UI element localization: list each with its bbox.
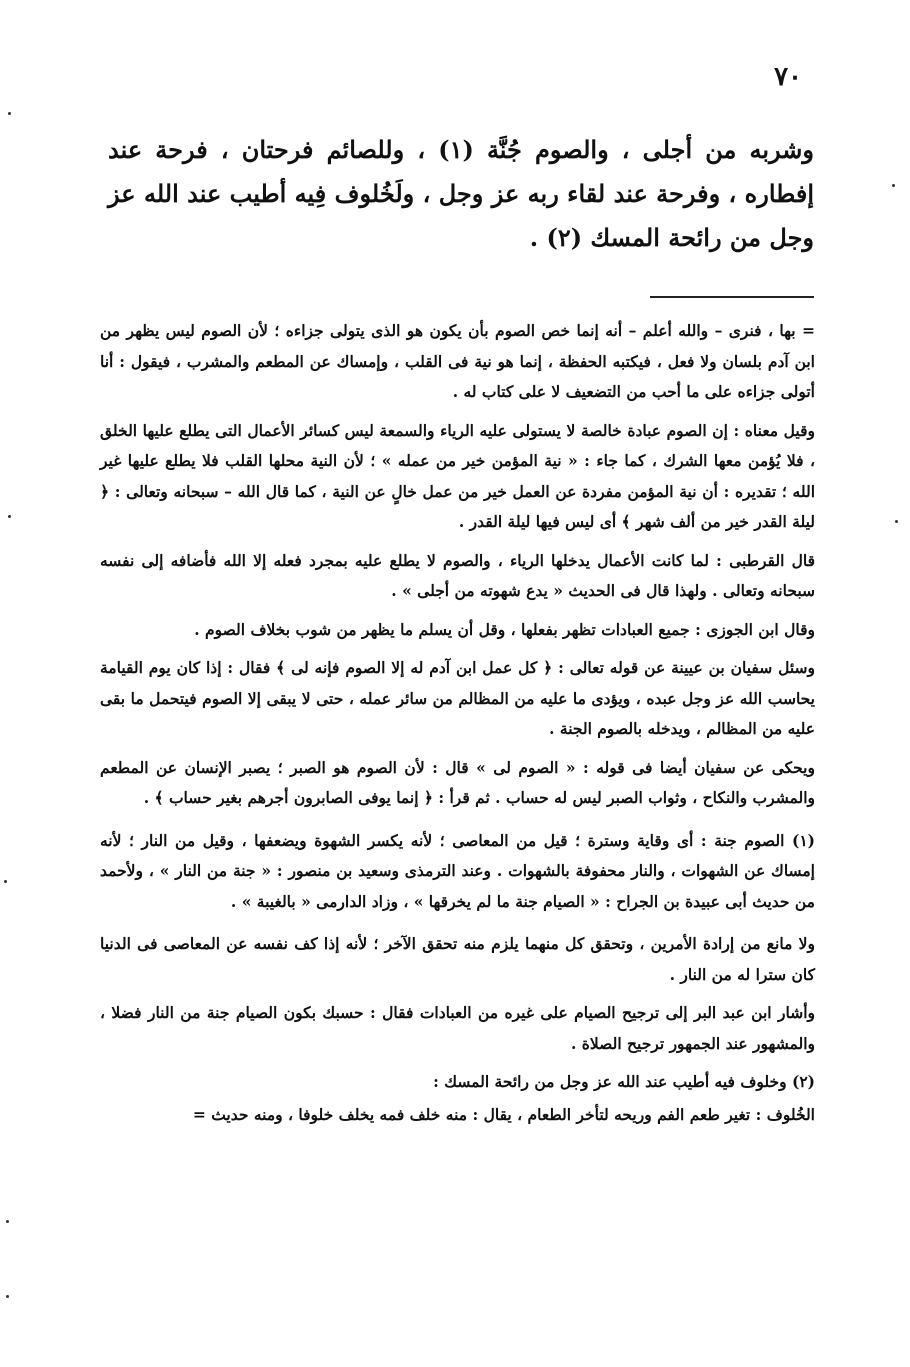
footnote-1: (١) الصوم جنة : أى وقاية وسترة ؛ قيل من المعاصى ؛ لأنه يكسر الشهوة ويضعفها ، وقيل من النار ؛ لأنه إمساك عن الشهوات ، والنار محفوفة بالشهوات . وعند الترمذى وسعيد بن منصور : « جنة من النار » ، ولأحمد من حديث أبى عبيدة بن الجراح : « الصيام جنة ما لم يخرقها » ، وزاد الدارمى « بالغيبة » . [100, 830, 815, 911]
footnote-paragraph: قال القرطبى : لما كانت الأعمال يدخلها الرياء ، والصوم لا يطلع عليه بمجرد فعله إلا الله فأضافه إلى نفسه سبحانه وتعالى . ولهذا قال فى الحديث « يدع شهوته من أجلى » . [100, 550, 815, 600]
page-number: ٧٠ [774, 62, 802, 92]
scan-speck [4, 880, 7, 883]
scan-speck [6, 1220, 9, 1223]
footnote-paragraph: ويحكى عن سفيان أيضا فى قوله : « الصوم لى » قال : لأن الصوم هو الصبر ؛ يصبر الإنسان عن المطعم والمشرب والنكاح ، وثواب الصبر ليس له حساب . ثم قرأ : ﴿ إنما يوفى الصابرون أجرهم بغير حساب ﴾ . [100, 757, 815, 807]
footnote-paragraph: وأشار ابن عبد البر إلى ترجيح الصيام على غيره من العبادات فقال : حسبك بكون الصيام جنة من النار فضلا ، والمشهور عند الجمهور ترجيح الصلاة . [100, 1003, 815, 1053]
footnote-paragraph: الخُلوف : تغير طعم الفم وريحه لتأخر الطعام ، يقال : منه خلف فمه يخلف خلوفا ، ومنه حديث = [192, 1104, 815, 1124]
scan-speck [8, 112, 11, 115]
footnote-paragraph: وقيل معناه : إن الصوم عبادة خالصة لا يستولى عليه الرياء والسمعة ليس كسائر الأعمال التى يطلع عليها الخلق ، فلا يُؤمن معها الشرك ، كما جاء : « نية المؤمن خير من عمله » ؛ لأن النية محلها القلب فلا يطلع عليها غير الله ؛ تقديره : أن نية المؤمن مفردة عن العمل خير من عمل خالٍ عن النية ، كما قال الله – سبحانه وتعالى : ﴿ ليلة القدر خير من ألف شهر ﴾ أى ليس فيها ليلة القدر . [100, 420, 815, 531]
main-text: وشربه من أجلى ، والصوم جُنَّة (١) ، وللصائم فرحتان ، فرحة عند إفطاره ، وفرحة عند لقاء ربه عز وجل ، ولَخُلوف فِيه أطيب عند الله عز وجل من رائحة المسك (٢) . [108, 135, 814, 252]
scan-speck [892, 184, 895, 187]
footnotes [100, 316, 815, 1138]
footnote-paragraph: وقال ابن الجوزى : جميع العبادات تظهر بفعلها ، وقل أن يسلم ما يظهر من شوب بخلاف الصوم . [194, 619, 815, 639]
scan-speck [8, 515, 11, 518]
scan-speck [895, 520, 898, 523]
footnote-2: (٢) وخلوف فيه أطيب عند الله عز وجل من رائحة المسك : [433, 1072, 815, 1091]
footnote-paragraph: = بها ، فنرى – والله أعلم – أنه إنما خص الصوم بأن يكون هو الذى يتولى جزاءه ؛ لأن الصوم ليس يظهر من ابن آدم بلسان ولا فعل ، فيكتبه الحفظة ، إنما هو نية فى القلب ، وإمساك عن المطعم والمشرب ، فيقول : أنا أتولى جزاءه على ما أحب من التضعيف لا على كتاب له . [100, 321, 815, 401]
footnote-separator [650, 296, 814, 298]
footnote-paragraph: وسئل سفيان بن عيينة عن قوله تعالى : ﴿ كل عمل ابن آدم له إلا الصوم فإنه لى ﴾ فقال : إذا كان يوم القيامة يحاسب الله عز وجل عبده ، ويؤدى ما عليه من المظالم من سائر عمله ، حتى لا يبقى إلا الصوم فيتحمل ما بقى عليه من المظالم ، ويدخله بالصوم الجنة . [100, 658, 815, 738]
scan-speck [6, 1295, 9, 1298]
footnote-paragraph: ولا مانع من إرادة الأمرين ، وتحقق كل منهما يلزم منه تحقق الآخر ؛ لأنه إذا كف نفسه عن المعاصى فى الدنيا كان سترا له من النار . [100, 934, 815, 984]
